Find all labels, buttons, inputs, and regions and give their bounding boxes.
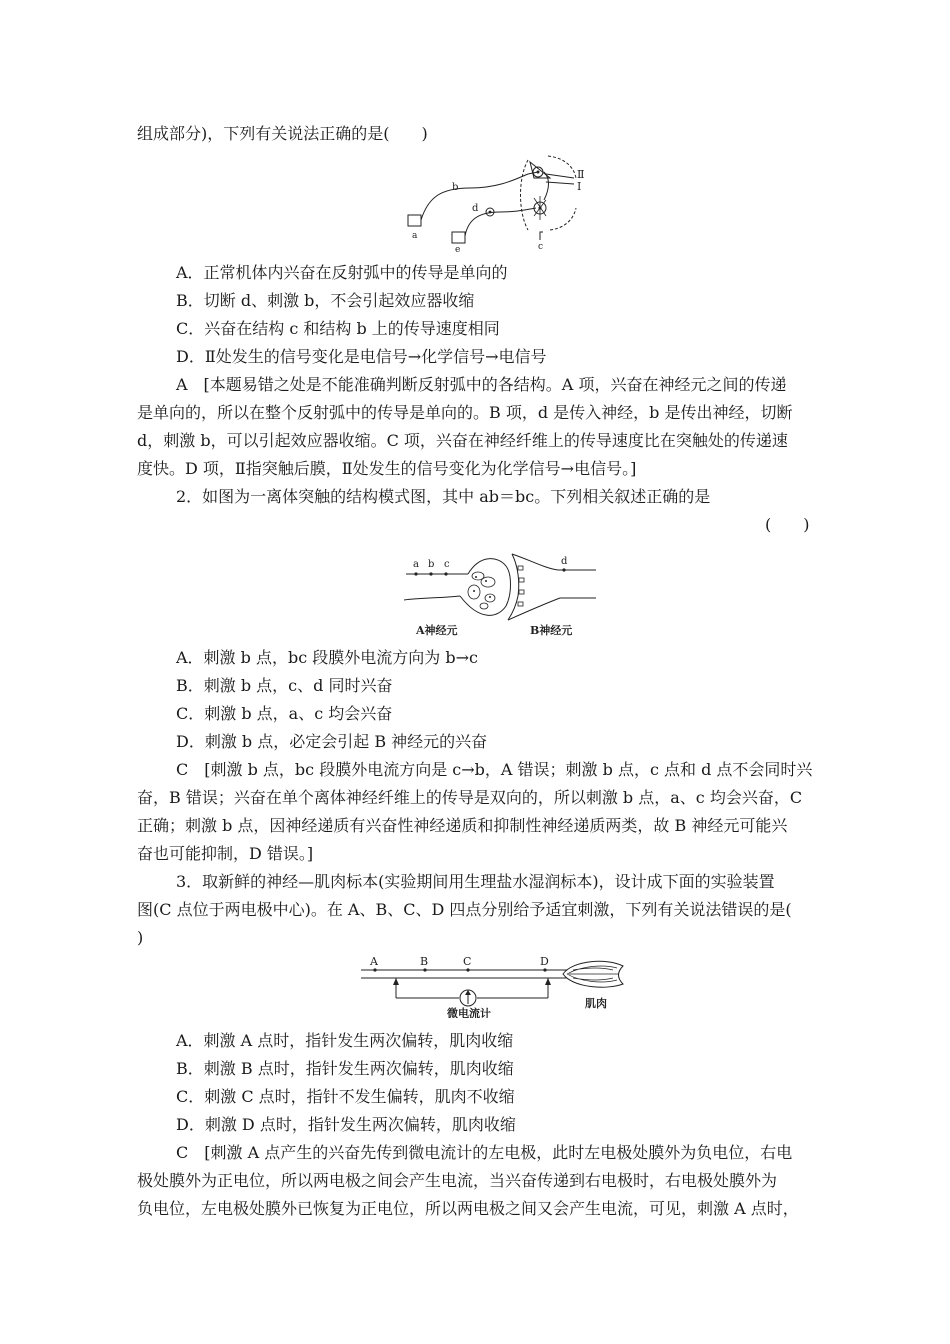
q3-stem-line-1: 3．取新鲜的神经—肌肉标本(实验期间用生理盐水湿润标本)，设计成下面的实验装置 — [176, 872, 775, 891]
q3-answer-line-2: 极处膜外为正电位，所以两电极之间会产生电流，当兴奋传递到右电极时，右电极处膜外为 — [137, 1171, 778, 1190]
q3-option-b: B．刺激 B 点时，指针发生两次偏转，肌肉收缩 — [176, 1059, 514, 1078]
q2-answer-line-3: 正确；刺激 b 点，因神经递质有兴奋性神经递质和抑制性神经递质两类，故 B 神经元可能兴 — [137, 816, 788, 835]
galvanometer-figure — [355, 954, 635, 1018]
q3-answer-line-3: 负电位，左电极处膜外已恢复为正电位，所以两电极之间又会产生电流，可见，刺激 A 点时， — [137, 1199, 799, 1218]
q1-option-d: D．Ⅱ处发生的信号变化是电信号→化学信号→电信号 — [176, 347, 547, 366]
fig2-label-b: b — [428, 559, 435, 570]
fig3-label-muscle: 肌肉 — [585, 997, 607, 1010]
q2-answer-line-4: 奋也可能抑制，D 错误。] — [137, 844, 314, 863]
q1-option-a: A．正常机体内兴奋在反射弧中的传导是单向的 — [176, 263, 508, 282]
q2-option-c: C．刺激 b 点，a、c 均会兴奋 — [176, 704, 393, 723]
q3-stem-line-3: ) — [137, 928, 144, 947]
q1-answer-line-3: d，刺激 b，可以引起效应器收缩。C 项，兴奋在神经纤维上的传导速度比在突触处的传递速 — [137, 431, 788, 450]
fig1-label-b: b — [452, 182, 459, 193]
q3-option-d: D．刺激 D 点时，指针发生两次偏转，肌肉收缩 — [176, 1115, 516, 1134]
fig3-label-a: A — [370, 955, 378, 968]
q1-option-b: B．切断 d、刺激 b，不会引起效应器收缩 — [176, 291, 475, 310]
fig2-label-neuron-b: B神经元 — [530, 624, 573, 637]
q3-option-c: C．刺激 C 点时，指针不发生偏转，肌肉不收缩 — [176, 1087, 515, 1106]
fig2-label-neuron-a: A神经元 — [416, 624, 458, 637]
q1-answer-line-2: 是单向的，所以在整个反射弧中的传导是单向的。B 项，d 是传入神经，b 是传出神经，切断 — [137, 403, 793, 422]
reflex-arc-figure — [400, 148, 600, 254]
q2-option-a: A．刺激 b 点，bc 段膜外电流方向为 b→c — [176, 648, 478, 667]
q3-stem-line-2: 图(C 点位于两电极中心)。在 A、B、C、D 四点分别给予适宜刺激，下列有关说法错误的是( — [137, 900, 792, 919]
fig1-label-a: a — [412, 231, 418, 241]
fig1-label-d: d — [472, 203, 479, 214]
fig3-label-meter: 微电流计 — [447, 1007, 491, 1018]
fig1-label-e: e — [455, 245, 461, 254]
fig2-label-a: a — [413, 559, 419, 570]
q2-option-b: B．刺激 b 点，c、d 同时兴奋 — [176, 676, 393, 695]
q3-answer-line-1: C [刺激 A 点产生的兴奋先传到微电流计的左电极，此时左电极处膜外为负电位，右电 — [176, 1143, 793, 1162]
q2-stem: 2．如图为一离体突触的结构模式图，其中 ab＝bc。下列相关叙述正确的是 — [176, 487, 711, 506]
fig2-label-c: c — [444, 559, 450, 570]
q1-option-c: C．兴奋在结构 c 和结构 b 上的传导速度相同 — [176, 319, 500, 338]
q2-bracket: ( ) — [765, 515, 810, 534]
q1-answer-line-4: 度快。D 项，Ⅱ指突触后膜，Ⅱ处发生的信号变化为化学信号→电信号。] — [137, 459, 637, 478]
fig2-label-d: d — [561, 556, 568, 567]
fig1-label-roman1: Ⅰ — [577, 180, 582, 193]
fig3-label-d: D — [540, 955, 549, 968]
q2-answer-line-1: C [刺激 b 点，bc 段膜外电流方向是 c→b，A 错误；刺激 b 点，c 点和 d 点不会同时兴 — [176, 760, 813, 779]
fig3-label-c: C — [463, 955, 472, 968]
q3-option-a: A．刺激 A 点时，指针发生两次偏转，肌肉收缩 — [176, 1031, 514, 1050]
synapse-figure — [400, 546, 600, 640]
fig3-label-b: B — [420, 955, 429, 968]
q1-stem-tail: 组成部分)，下列有关说法正确的是( ) — [137, 124, 428, 143]
fig1-label-roman2: Ⅱ — [577, 168, 585, 181]
q2-answer-line-2: 奋，B 错误；兴奋在单个离体神经纤维上的传导是双向的，所以刺激 b 点，a、c 均会兴奋，C — [137, 788, 803, 807]
q2-option-d: D．刺激 b 点，必定会引起 B 神经元的兴奋 — [176, 732, 488, 751]
q1-answer-line-1: A [本题易错之处是不能准确判断反射弧中的各结构。A 项，兴奋在神经元之间的传递 — [176, 375, 787, 394]
fig1-label-c: c — [538, 242, 544, 252]
